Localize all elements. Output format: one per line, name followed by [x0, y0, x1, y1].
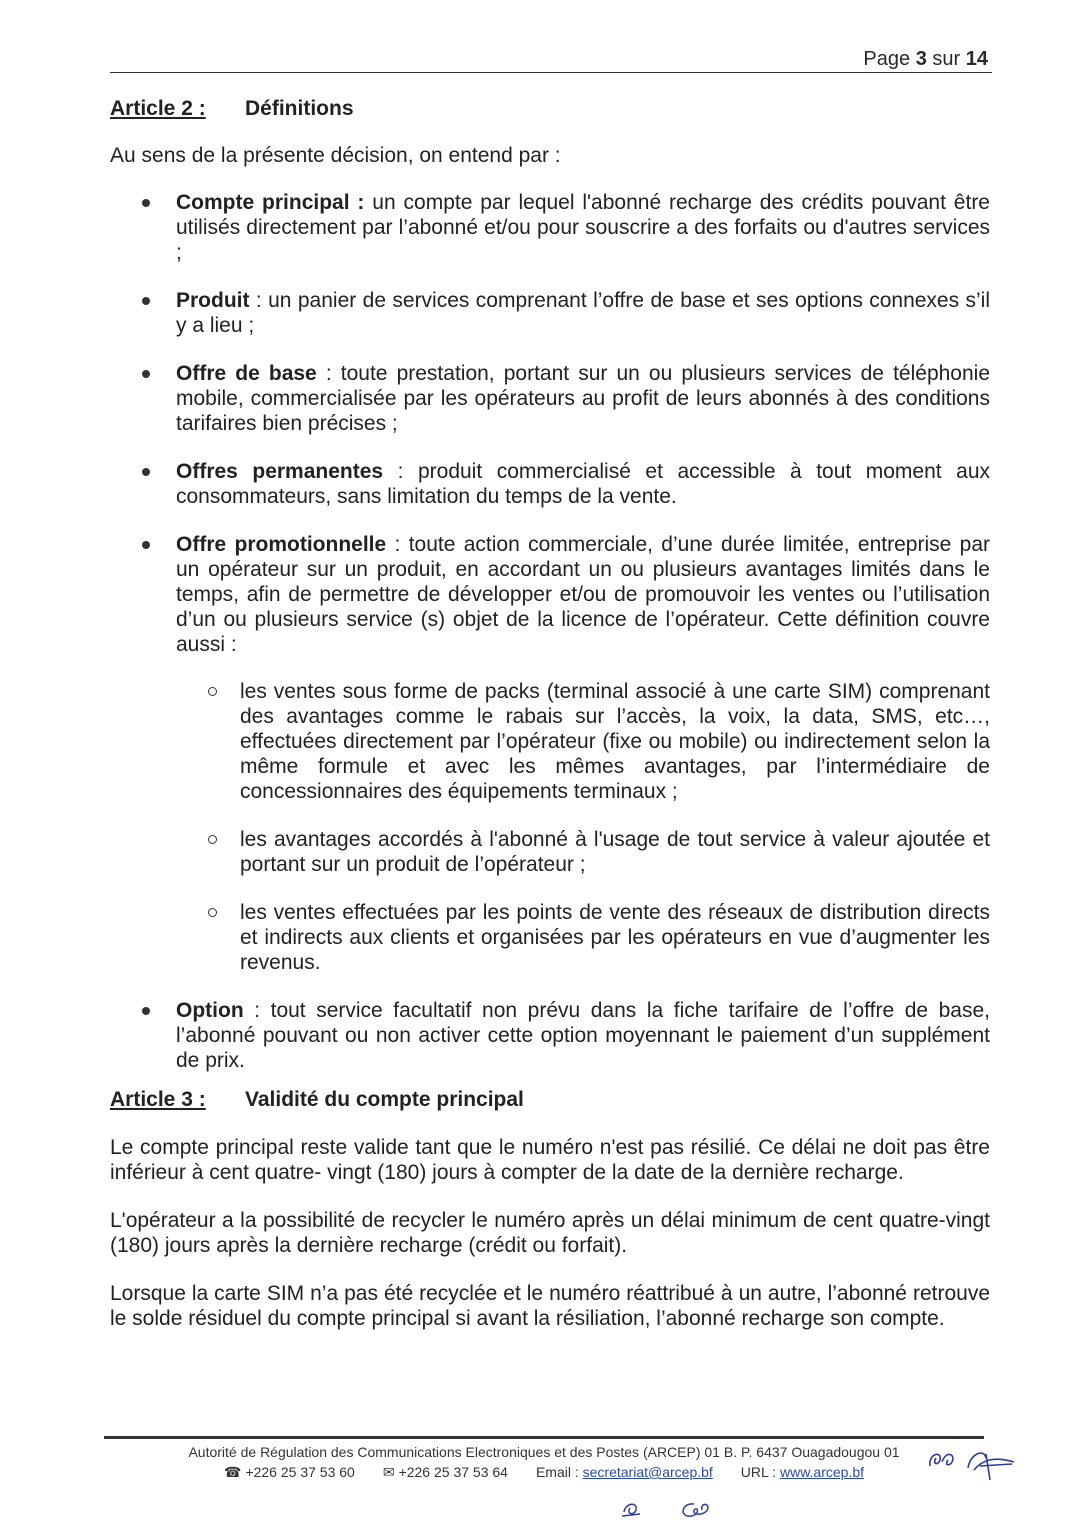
article-2-title: Définitions [245, 97, 354, 120]
footer-phone [224, 1462, 355, 1482]
definition-text: : toute prestation, portant sur un ou plusieurs services de téléphonie mobile, commercialisée par les opérateurs au profit de leurs abonnés à des conditions tarifaires bien précises ; [176, 362, 991, 435]
sub-item [176, 679, 990, 804]
article-2-heading [110, 96, 990, 121]
handwritten-paraph [616, 1494, 726, 1524]
footer-email [536, 1462, 713, 1482]
page-prefix: Page [863, 48, 911, 70]
fax-number: +226 25 37 53 64 [398, 1464, 508, 1480]
definition-text: : toute action commerciale, d’une durée limitée, entreprise par un opérateur sur un produit, en accordant un ou plusieurs avantages limités dans le temps, afin de permettre de développer et/ou de promouvoir les ventes ou l’utilisation d’un ou plusieurs service (s) objet de la licence de l’opérateur. Cette définition couvre aussi : [176, 533, 990, 656]
article-3-title: Validité du compte principal [245, 1088, 524, 1111]
phone-icon [224, 1464, 245, 1480]
url-link[interactable]: www.arcep.bf [779, 1464, 865, 1480]
bullet-icon [142, 297, 150, 305]
circle-bullet-icon [208, 835, 217, 844]
bullet-icon [142, 370, 150, 378]
promotional-sub-list [176, 679, 990, 975]
url-label: URL : [740, 1464, 777, 1480]
bullet-icon [142, 1007, 150, 1015]
fax-icon [383, 1464, 399, 1480]
footer-url [741, 1462, 864, 1482]
email-link[interactable]: secretariat@arcep.bf [582, 1464, 713, 1480]
page-current: 3 [915, 48, 927, 70]
footer [104, 1442, 984, 1482]
definition-text: : produit commercialisé et accessible à tout moment aux consommateurs, sans limitation du temps de la vente. [176, 460, 990, 508]
definition-item [110, 288, 990, 338]
header-rule [110, 72, 992, 73]
sub-item-text: les ventes sous forme de packs (terminal associé à une carte SIM) comprenant des avantages comme le rabais sur l’accès, la voix, la data, SMS, etc…, effectuées directement par l’opérateur (fixe ou mobile) ou indirectement selon la même formule et avec les mêmes avantages, par l’intermédiaire de concessionnaires des équipements terminaux ; [240, 680, 990, 803]
definitions-list [110, 190, 990, 1073]
email-label: Email : [535, 1464, 579, 1480]
handwritten-initials-signature [924, 1440, 1024, 1484]
definition-item [110, 190, 990, 265]
definition-term: Option [176, 999, 244, 1022]
article-3-number: Article 3 : [110, 1088, 206, 1111]
page-number [863, 48, 988, 71]
bullet-icon [142, 541, 150, 549]
sub-item-text: les avantages accordés à l'abonné à l'usage de tout service à valeur ajoutée et portant sur un produit de l’opérateur ; [240, 828, 990, 876]
sub-item [176, 827, 990, 877]
article-3-paragraph: Le compte principal reste valide tant que le numéro n'est pas résilié. Ce délai ne doit pas être inférieur à cent quatre- vingt (180) jours à compter de la date de la dernière recharge. [110, 1136, 990, 1184]
article-2-number: Article 2 : [110, 97, 206, 120]
definition-item [110, 998, 990, 1073]
bullet-icon [142, 468, 150, 476]
footer-fax [383, 1462, 508, 1482]
page-total: 14 [965, 48, 988, 70]
footer-contacts [104, 1462, 984, 1482]
article-2-intro: Au sens de la présente décision, on entend par : [110, 144, 561, 167]
definition-term: Produit [176, 289, 250, 312]
definition-text: : un panier de services comprenant l’offre de base et ses options connexes s’il y a lieu ; [176, 289, 990, 337]
article-3-paragraph: Lorsque la carte SIM n’a pas été recyclée et le numéro réattribué à un autre, l’abonné retrouve le solde résiduel du compte principal si avant la résiliation, l’abonné recharge son compte. [110, 1282, 990, 1330]
page-separator: sur [932, 48, 961, 70]
footer-rule [104, 1436, 984, 1439]
article-3-section [110, 1087, 990, 1331]
definition-item [110, 532, 990, 975]
circle-bullet-icon [208, 908, 217, 917]
circle-bullet-icon [208, 687, 217, 696]
sub-item [176, 900, 990, 975]
document-body [110, 96, 990, 1331]
footer-address: Autorité de Régulation des Communications Electroniques et des Postes (ARCEP) 01 B. P. 6437 Ouagadougou 01 [188, 1444, 900, 1460]
article-3-heading [110, 1087, 990, 1112]
definition-text: : tout service facultatif non prévu dans la fiche tarifaire de l’offre de base, l’abonné pouvant ou non activer cette option moyennant le paiement d’un supplément de prix. [176, 999, 990, 1072]
definition-term: Compte principal : [176, 191, 365, 214]
definition-item [110, 361, 990, 436]
definition-item [110, 459, 990, 509]
phone-number: +226 25 37 53 60 [245, 1464, 355, 1480]
definition-text: un compte par lequel l'abonné recharge des crédits pouvant être utilisés directement par l’abonné et/ou pour souscrire a des forfaits ou d'autres services ; [176, 191, 990, 264]
definition-term: Offre de base [176, 362, 317, 385]
bullet-icon [142, 199, 150, 207]
article-3-paragraph: L'opérateur a la possibilité de recycler le numéro après un délai minimum de cent quatre-vingt (180) jours après la dernière recharge (crédit ou forfait). [110, 1209, 990, 1257]
sub-item-text: les ventes effectuées par les points de vente des réseaux de distribution directs et indirects aux clients et organisées par les opérateurs en vue d’augmenter les revenus. [240, 901, 990, 974]
definition-term: Offres permanentes [176, 460, 384, 483]
definition-term: Offre promotionnelle [176, 533, 387, 556]
